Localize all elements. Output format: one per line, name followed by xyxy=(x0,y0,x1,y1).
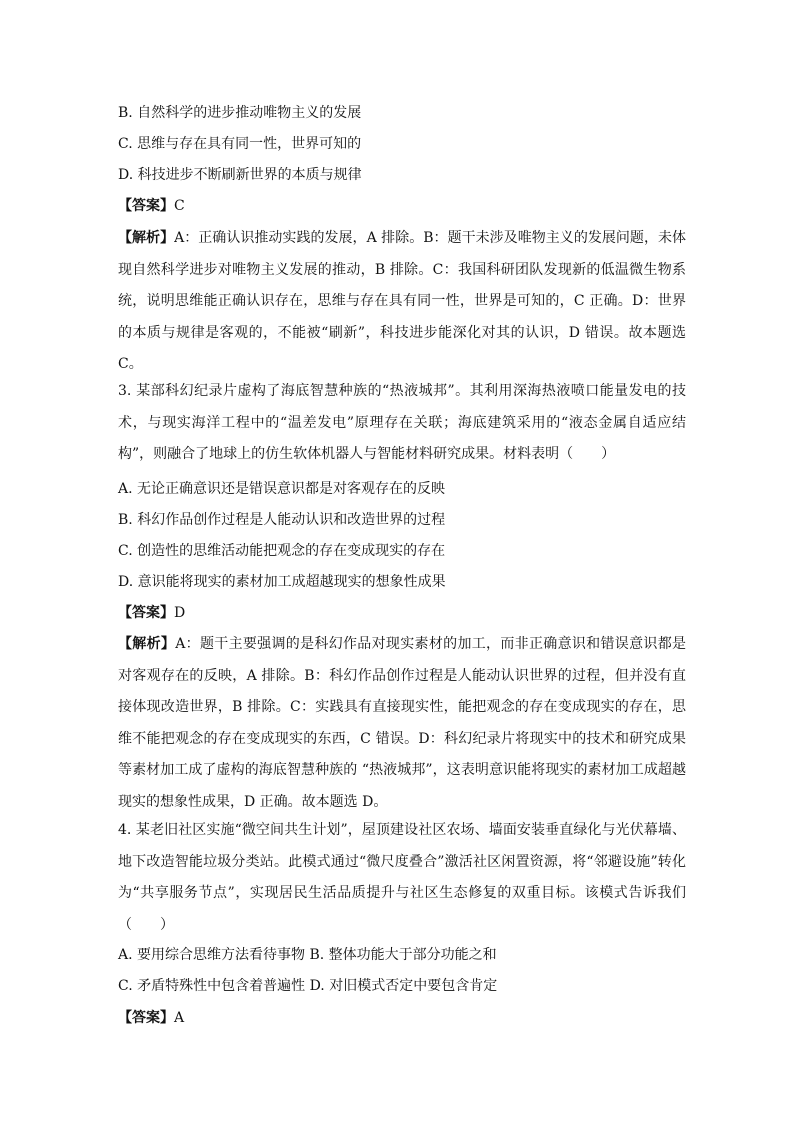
q2-option-b: B. 自然科学的进步推动唯物主义的发展 xyxy=(118,105,362,121)
q3-option-b: B. 科幻作品创作过程是人能动认识和改造世界的过程 xyxy=(118,512,446,528)
q3-option-c: C. 创造性的思维活动能把观念的存在变成现实的存在 xyxy=(118,543,446,559)
q2-answer xyxy=(118,197,688,215)
q2-option-d: D. 科技进步不断刷新世界的本质与规律 xyxy=(118,167,362,183)
answer-value: D xyxy=(174,605,186,621)
answer-tag: 【答案】 xyxy=(118,1010,174,1026)
q3-option-a: A. 无论正确意识还是错误意识都是对客观存在的反映 xyxy=(118,481,446,497)
q4-answer xyxy=(118,1009,688,1027)
q3-analysis xyxy=(118,629,686,818)
analysis-text: A：题干主要强调的是科幻作品对现实素材的加工，而非正确意识和错误意识都是对客观存在的反映，A 排除。B：科幻作品创作过程是人能动认识世界的过程，但并没有直接体现改造世界，B 排除。C：实践具有直接现实性，能把观念的存在变成现实的存在，思维不能把观念的存在变成现实的东西，C 错误。D：科幻纪录片将现实中的技术和研究成果等素材加工成了虚构的海底智慧种族的 “热液城邦”，这表明意识能将现实的素材加工成超越现实的想象性成果，D 正确。故本题选 D。 xyxy=(118,636,687,810)
answer-tag: 【答案】 xyxy=(118,198,174,214)
answer-value: C xyxy=(174,198,185,214)
q2-option-c: C. 思维与存在具有同一性，世界可知的 xyxy=(118,136,362,152)
answer-value: A xyxy=(174,1010,185,1026)
analysis-tag: 【解析】 xyxy=(118,230,175,246)
q4-stem: 4. 某老旧社区实施“微空间共生计划”，屋顶建设社区农场、墙面安装垂直绿化与光伏幕墙、地下改造智能垃圾分类站。此模式通过“微尺度叠合”激活社区闲置资源，将“邻避设施”转化为“共享服务节点”，实现居民生活品质提升与社区生态修复的双重目标。该模式告诉我们（ ） xyxy=(118,822,686,933)
analysis-text: A：正确认识推动实践的发展，A 排除。B：题干未涉及唯物主义的发展问题，未体现自然科学进步对唯物主义发展的推动，B 排除。C：我国科研团队发现新的低温微生物系统，说明思维能正确认识存在，思维与存在具有同一性，世界是可知的，C 正确。D：世界的本质与规律是客观的，不能被“刷新”，科技进步能深化对其的认识，D 错误。故本题选 C。 xyxy=(118,230,686,372)
q3-answer xyxy=(118,604,688,622)
q2-analysis xyxy=(118,223,686,381)
q4-options-ab: A. 要用综合思维方法看待事物 B. 整体功能大于部分功能之和 xyxy=(118,947,497,963)
q4-options-cd: C. 矛盾特殊性中包含着普遍性 D. 对旧模式否定中要包含肯定 xyxy=(118,978,498,994)
answer-tag: 【答案】 xyxy=(118,605,174,621)
analysis-tag: 【解析】 xyxy=(118,636,176,652)
q3-stem: 3. 某部科幻纪录片虚构了海底智慧种族的“热液城邦”。其利用深海热液喷口能量发电的技术，与现实海洋工程中的“温差发电”原理存在关联；海底建筑采用的“液态金属自适应结构”，则融合了地球上的仿生软体机器人与智能材料研究成果。材料表明（ ） xyxy=(118,383,686,462)
q3-option-d: D. 意识能将现实的素材加工成超越现实的想象性成果 xyxy=(118,574,446,590)
